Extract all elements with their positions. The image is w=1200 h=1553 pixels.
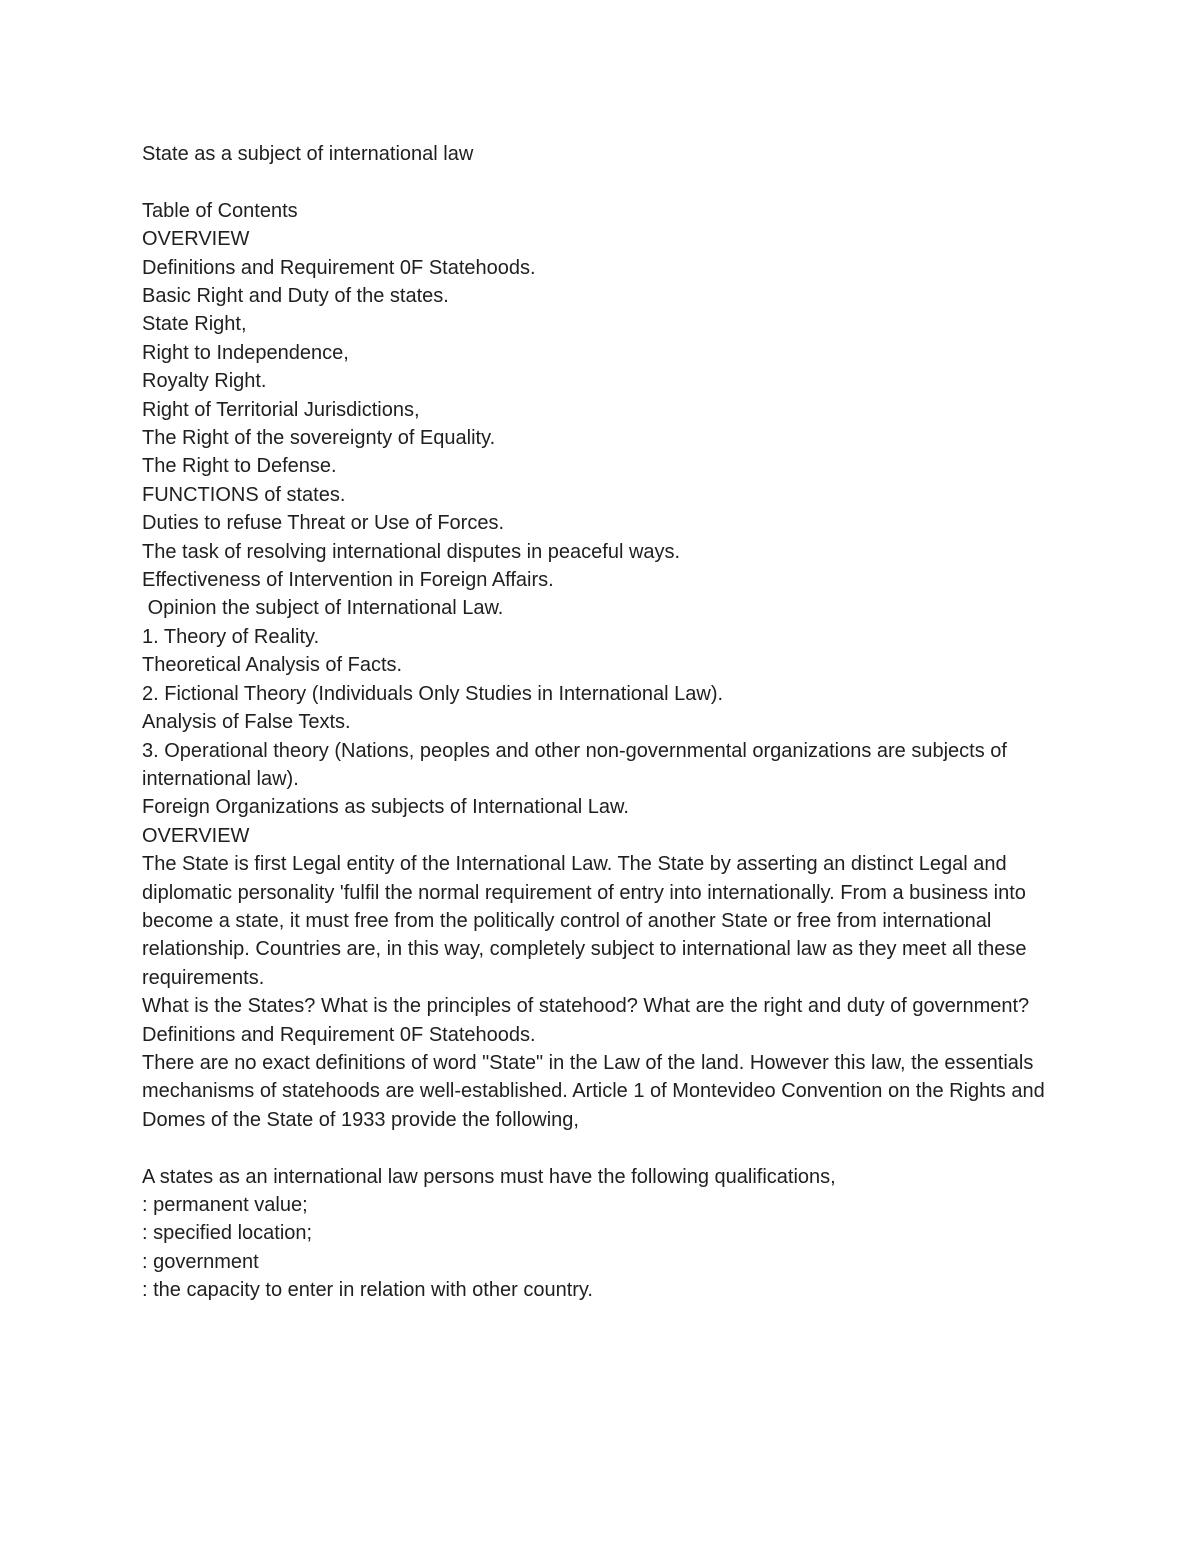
toc-item: Right of Territorial Jurisdictions,	[142, 398, 420, 421]
toc-item: Basic Right and Duty of the states.	[142, 285, 449, 308]
toc-item: FUNCTIONS of states.	[142, 483, 346, 506]
toc-item: 3. Operational theory (Nations, peoples and other non-governmental organizations are subjects of international law).	[142, 739, 1013, 790]
toc-item: Theoretical Analysis of Facts.	[142, 654, 403, 677]
toc-item: Foreign Organizations as subjects of International Law.	[142, 796, 629, 819]
qualifications-intro: A states as an international law persons must have the following qualifications,	[142, 1165, 836, 1188]
overview-questions: What is the States? What is the principles of statehood? What are the right and duty of government?	[142, 995, 1030, 1018]
document-title: State as a subject of international law	[142, 143, 474, 165]
table-of-contents	[142, 225, 1062, 822]
blank-line	[142, 1134, 1062, 1162]
document-page	[142, 140, 1062, 1305]
toc-item: The Right to Defense.	[142, 455, 337, 478]
toc-item: The Right of the sovereignty of Equality.	[142, 427, 496, 450]
qualifications-list	[142, 1191, 1062, 1305]
toc-item: Royalty Right.	[142, 370, 267, 393]
definitions-paragraph: There are no exact definitions of word "State" in the Law of the land. However this law, the essentials mechanisms of statehoods are well-established. Article 1 of Montevideo Convention on the Rights and Domes of the State of 1933 provide the following,	[142, 1051, 1051, 1131]
toc-item: Definitions and Requirement 0F Statehoods.	[142, 256, 536, 279]
qualification-item: : the capacity to enter in relation with other country.	[142, 1279, 593, 1302]
toc-item: State Right,	[142, 313, 247, 336]
toc-item: Right to Independence,	[142, 341, 349, 364]
overview-paragraph: The State is first Legal entity of the International Law. The State by asserting an distinct Legal and diplomatic personality 'fulfil the normal requirement of entry into internationally. From a business into become a state, it must free from the politically control of another State or free from international relationship. Countries are, in this way, completely subject to international law as they meet all these requirements.	[142, 853, 1033, 989]
toc-item: Analysis of False Texts.	[142, 711, 351, 734]
toc-heading: Table of Contents	[142, 199, 298, 222]
toc-item: OVERVIEW	[142, 228, 250, 251]
definitions-heading: Definitions and Requirement 0F Statehoods.	[142, 1023, 536, 1046]
toc-item: Duties to refuse Threat or Use of Forces.	[142, 512, 505, 535]
qualification-item: : specified location;	[142, 1222, 313, 1245]
qualification-item: : permanent value;	[142, 1194, 308, 1216]
toc-item: The task of resolving international disputes in peaceful ways.	[142, 540, 681, 563]
toc-item: 2. Fictional Theory (Individuals Only Studies in International Law).	[142, 682, 724, 705]
toc-item: 1. Theory of Reality.	[142, 625, 320, 648]
overview-heading: OVERVIEW	[142, 824, 250, 847]
toc-item: Opinion the subject of International Law.	[142, 597, 504, 620]
qualification-item: : government	[142, 1250, 259, 1273]
toc-item: Effectiveness of Intervention in Foreign Affairs.	[142, 569, 554, 592]
